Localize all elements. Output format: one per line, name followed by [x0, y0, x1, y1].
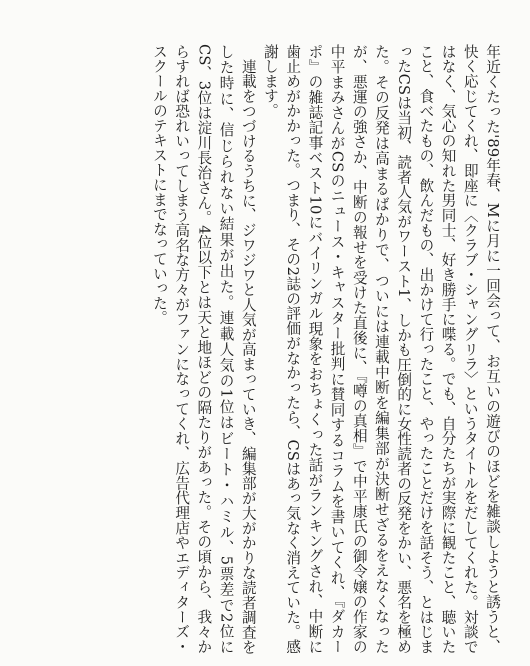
paragraph-2: 連載をつづけるうちに、ジワジワと人気が高まっていき、編集部が大がかりな読者調査をした時に、信じられない結果が出た。連載人気の1位はビート・ハミル、5票差で2位にCS、3位は淀川長治さん。4位以下とは天と地ほどの隔たりがあった。その頃から、我々からすれば恐れいってしまう高名な方々がファンになってくれ、広告代理店やエディターズ・スクールのテキストにまでなっていった。 — [150, 44, 257, 654]
paragraph-1: 年近くたった'89年春、Mに月に一回会って、お互いの遊びのほどを雑談しようと誘うと、快く応じてくれ、即座に〈クラブ・シャングリラ〉というタイトルをだしてくれた。対談ではなく、気心の知れた男同士、好き勝手に喋る。でも、自分たちが実際に観たこと、聴いたこと、食べたもの、飲んだもの、出かけて行ったこと、やったことだけを話そう、とはじまったCSは当初、読者人気がワースト1、しかも圧倒的に女性読者の反発をかい、悪名を極めた。その反発は高まるばかりで、ついには連載中断を編集部が決断せざるをえなくなったが、悪運の強さか、中断の報せを受けた直後に、『噂の真相』で中平康氏の御令嬢の作家の中平まみさんがCSのニュース・キャスター批判に賛同するコラムを書いてくれ、『ダカーポ』の雑誌記事ベスト10にバイリンガル現象をおちょくった話がランキングされ、中断に歯止めがかかった。つまり、その2誌の評価がなかったら、CSはあっ気なく消えていた。感謝します。 — [261, 44, 501, 654]
vertical-text-block — [148, 44, 503, 654]
